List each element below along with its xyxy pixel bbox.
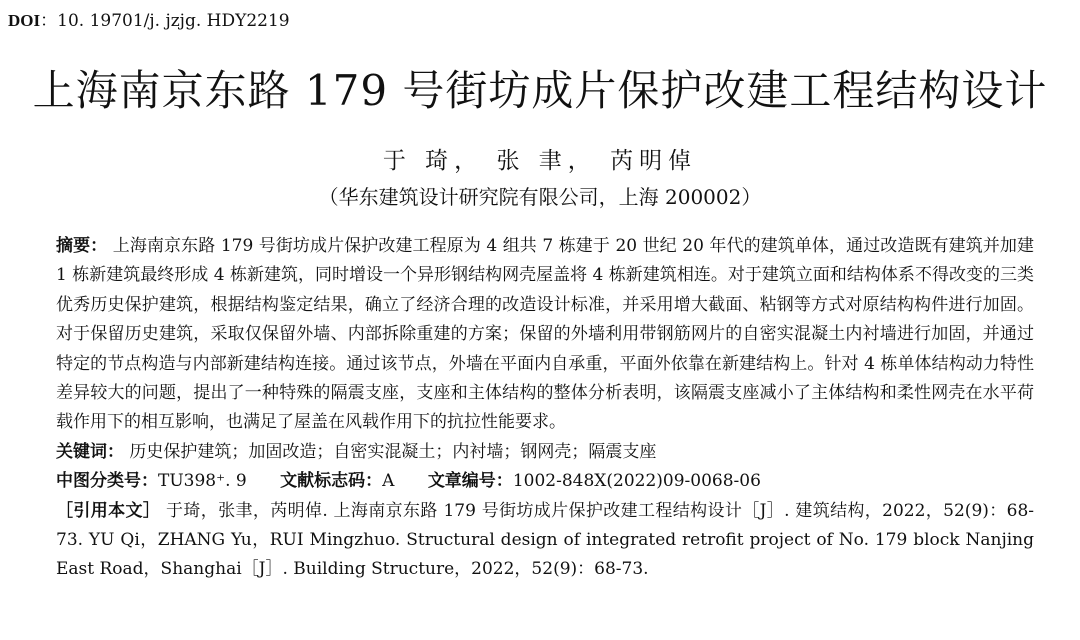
clc-label: 中图分类号：	[56, 471, 158, 492]
abstract-text: 上海南京东路 179 号街坊成片保护改建工程原为 4 组共 7 栋建于 20 世纪 20 年代的建筑单体，通过改造既有建筑并加建 1 栋新建筑最终形成 4 栋新建筑，同时增设一个异形钢结构网壳屋盖将 4 栋新建筑相连。对于建筑立面和结构体系不得改变的三类优秀历史保护建筑，根据结构鉴定结果，确立了经济合理的改造设计标准，并采用增大截面、粘钢等方式对原结构构件进行加固。对于保留历史建筑，采取仅保留外墙、内部拆除重建的方案；保留的外墙利用带钢筋网片的自密实混凝土内衬墙进行加固，并通过特定的节点构造与内部新建结构连接。通过该节点，外墙在平面内自承重，平面外依靠在新建结构上。针对 4 栋单体结构动力特性差异较大的问题，提出了一种特殊的隔震支座，支座和主体结构的整体分析表明，该隔震支座减小了主体结构和柔性网壳在水平荷载作用下的相互影响，也满足了屋盖在风载作用下的抗拉性能要求。	[56, 236, 1035, 433]
paper-title: 上海南京东路 179 号街坊成片保护改建工程结构设计	[32, 66, 1048, 115]
citation	[56, 497, 1034, 585]
classification-line	[56, 467, 1034, 496]
abstract-label: 摘要：	[56, 236, 108, 256]
abstract-block	[56, 232, 1034, 585]
doc-code-value: A	[382, 471, 395, 492]
doi-value: ：10. 19701/j. jzjg. HDY2219	[40, 11, 290, 31]
article-no-value: 1002-848X(2022)09-0068-06	[512, 471, 761, 492]
clc-value: TU398⁺. 9	[158, 471, 247, 492]
doc-code-label: 文献标志码：	[280, 471, 383, 492]
keywords-text: 历史保护建筑；加固改造；自密实混凝土；内衬墙；钢网壳；隔震支座	[129, 441, 657, 462]
article-no-field	[428, 471, 761, 491]
author-list: 于 琦， 张 聿， 芮明倬	[382, 148, 698, 174]
keywords-label: 关键词：	[56, 441, 124, 462]
abstract	[56, 232, 1034, 438]
citation-text: 于琦，张聿，芮明倬. 上海南京东路 179 号街坊成片保护改建工程结构设计［J］. 建筑结构，2022，52(9)：68-73. YU Qi，ZHANG Yu，RUI Mingzhuo. Structural design of integrated retrofit project of No. 179 block Nanjing East Road，Shanghai［J］. Building Structure，2022，52(9)：68-73.	[56, 500, 1035, 580]
doi-label: DOI	[8, 11, 41, 30]
affiliation: （华东建筑设计研究院有限公司，上海 200002）	[318, 185, 762, 209]
citation-label: ［引用本文］	[56, 500, 161, 521]
doc-code-field	[280, 471, 394, 491]
article-no-label: 文章编号：	[427, 471, 513, 492]
clc-field	[56, 471, 247, 491]
keywords	[56, 438, 1034, 467]
doi-line	[8, 6, 290, 31]
